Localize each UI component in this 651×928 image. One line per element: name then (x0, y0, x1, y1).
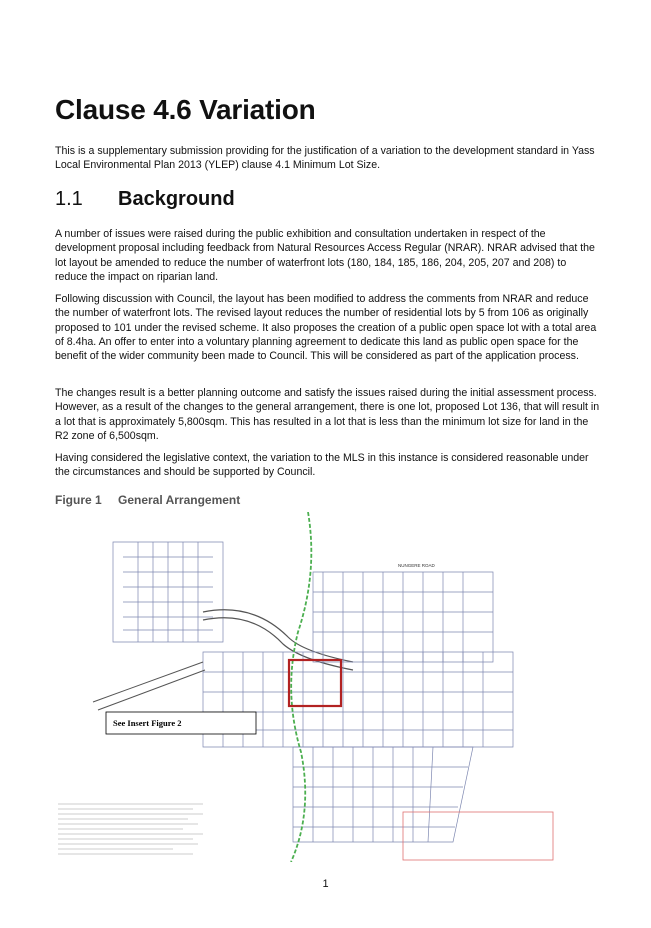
intro-paragraph: This is a supplementary submission providing for the justification of a variation to the development standard in Yass Local Environmental Plan 2013 (YLEP) clause 4.1 Minimum Lot Size. (55, 145, 595, 172)
street-label: NUNGERE ROAD (398, 563, 435, 568)
section-title: Background (118, 188, 235, 210)
page-title: Clause 4.6 Variation (55, 94, 316, 125)
general-arrangement-plan (53, 512, 561, 862)
figure-caption (55, 493, 240, 507)
body-paragraph: Having considered the legislative context, the variation to the MLS in this instance is considered reasonable under the circumstances and should be supported by Council. (55, 452, 589, 479)
figure-number: Figure 1 (55, 493, 102, 507)
body-paragraph: Following discussion with Council, the layout has been modified to address the comments from NRAR and reduce the number of waterfront lots. The revised layout reduces the number of residential lots by 5 from 106 as originally proposed to 101 under the revised scheme. It also proposes the creation of a public open space lot with a total area of 8.4ha. An offer to enter into a voluntary planning agreement to dedicate this land as public open space for the benefit of the wider community been made to Council. This will be considered as part of the application process. (55, 293, 597, 363)
section-number: 1.1 (55, 188, 83, 210)
insert-label: See Insert Figure 2 (113, 718, 182, 728)
figure-title: General Arrangement (118, 493, 241, 507)
body-paragraph: A number of issues were raised during the public exhibition and consultation undertaken in respect of the development proposal including feedback from Natural Resources Access Regular (NRAR). NRAR advised that the lot layout be amended to reduce the number of waterfront lots (180, 184, 185, 186, 204, 205, 207 and 208) to reduce the impact on riparian land. (55, 228, 595, 283)
body-paragraph: The changes result is a better planning outcome and satisfy the issues raised during the initial assessment process. However, as a result of the changes to the general arrangement, there is one lot, proposed Lot 136, that will result in a lot that is approximately 5,800sqm. This has resulted in a lot that is less than the minimum lot size for land in the R2 zone of 6,500sqm. (55, 387, 600, 442)
section-heading (55, 188, 235, 211)
page-number: 1 (322, 878, 329, 890)
